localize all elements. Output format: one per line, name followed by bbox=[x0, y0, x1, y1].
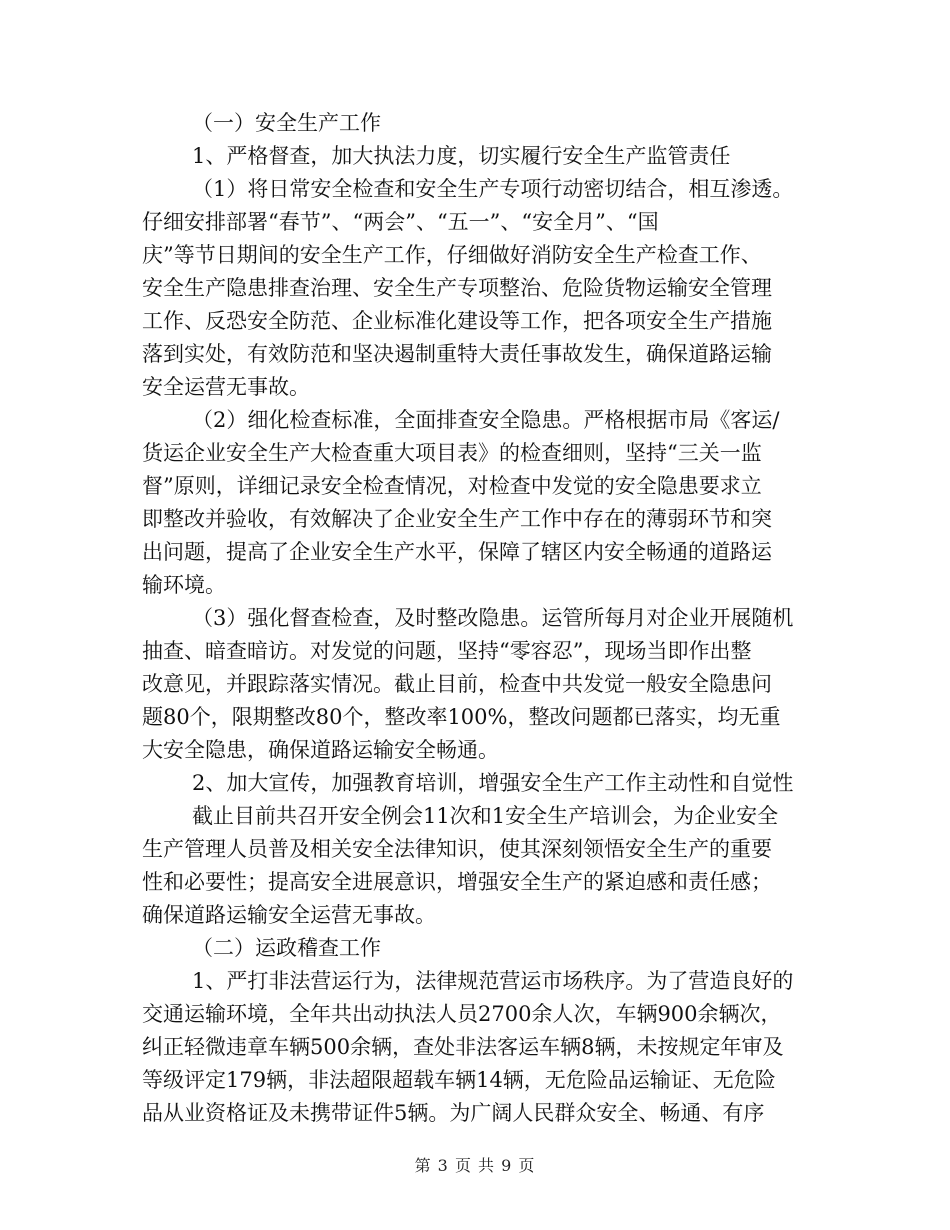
paragraph-line: 庆”等节日期间的安全生产工作，仔细做好消防安全生产检查工作、 bbox=[142, 243, 762, 267]
subsection-heading: 1、严格督查，加大执法力度，切实履行安全生产监管责任 bbox=[192, 144, 731, 168]
paragraph-line: 性和必要性；提高安全进展意识，增强安全生产的紧迫感和责任感； bbox=[142, 870, 772, 894]
section-heading: （二）运政稽查工作 bbox=[192, 936, 381, 960]
paragraph-line: 1、严打非法营运行为，法律规范营运市场秩序。为了营造良好的 bbox=[192, 969, 794, 993]
paragraph-line: 交通运输环境，全年共出动执法人员2700余人次，车辆900余辆次， bbox=[142, 1002, 782, 1026]
paragraph-line: 安全生产隐患排查治理、安全生产专项整治、危险货物运输安全管理 bbox=[142, 276, 772, 300]
paragraph-line: 大安全隐患，确保道路运输安全畅通。 bbox=[142, 738, 499, 762]
paragraph-line: 即整改并验收，有效解决了企业安全生产工作中存在的薄弱环节和突 bbox=[142, 507, 772, 531]
paragraph-line: 品从业资格证及未携带证件5辆。为广阔人民群众安全、畅通、有序 bbox=[142, 1101, 765, 1125]
paragraph-line: （3）强化督查检查，及时整改隐患。运管所每月对企业开展随机 bbox=[192, 606, 794, 630]
paragraph-line: 确保道路运输安全运营无事故。 bbox=[142, 903, 436, 927]
paragraph-line: 出问题，提高了企业安全生产水平，保障了辖区内安全畅通的道路运 bbox=[142, 540, 772, 564]
paragraph-line: 仔细安排部署“春节”、“两会”、“五一”、“安全月”、“国 bbox=[142, 210, 659, 234]
paragraph-line: 截止目前共召开安全例会11次和1安全生产培训会，为企业安全 bbox=[192, 804, 779, 828]
paragraph-line: 生产管理人员普及相关安全法律知识，使其深刻领悟安全生产的重要 bbox=[142, 837, 772, 861]
paragraph-line: 安全运营无事故。 bbox=[142, 375, 310, 399]
page-number-footer: 第 3 页 共 9 页 bbox=[414, 1156, 536, 1175]
paragraph-line: 落到实处，有效防范和坚决遏制重特大责任事故发生，确保道路运输 bbox=[142, 342, 772, 366]
section-heading: （一）安全生产工作 bbox=[192, 111, 381, 135]
paragraph-line: （1）将日常安全检查和安全生产专项行动密切结合，相互渗透。 bbox=[192, 177, 794, 201]
paragraph-line: 输环境。 bbox=[142, 573, 226, 597]
paragraph-line: 抽查、暗查暗访。对发觉的问题，坚持“零容忍”，现场当即作出整 bbox=[142, 639, 752, 663]
paragraph-line: 督”原则，详细记录安全检查情况，对检查中发觉的安全隐患要求立 bbox=[142, 474, 762, 498]
paragraph-line: 工作、反恐安全防范、企业标准化建设等工作，把各项安全生产措施 bbox=[142, 309, 772, 333]
subsection-heading: 2、加大宣传，加强教育培训，增强安全生产工作主动性和自觉性 bbox=[192, 771, 794, 795]
paragraph-line: 等级评定179辆，非法超限超载车辆14辆，无危险品运输证、无危险 bbox=[142, 1068, 776, 1092]
paragraph-line: 纠正轻微违章车辆500余辆，查处非法客运车辆8辆，未按规定年审及 bbox=[142, 1035, 784, 1059]
paragraph-line: 改意见，并跟踪落实情况。截止目前，检查中共发觉一般安全隐患问 bbox=[142, 672, 772, 696]
paragraph-line: 题80个，限期整改80个，整改率100%，整改问题都已落实，均无重 bbox=[142, 705, 781, 729]
paragraph-line: 货运企业安全生产大检查重大项目表》的检查细则，坚持“三关一监 bbox=[142, 441, 762, 465]
paragraph-line: （2）细化检查标准，全面排查安全隐患。严格根据市局《客运/ bbox=[192, 408, 780, 432]
